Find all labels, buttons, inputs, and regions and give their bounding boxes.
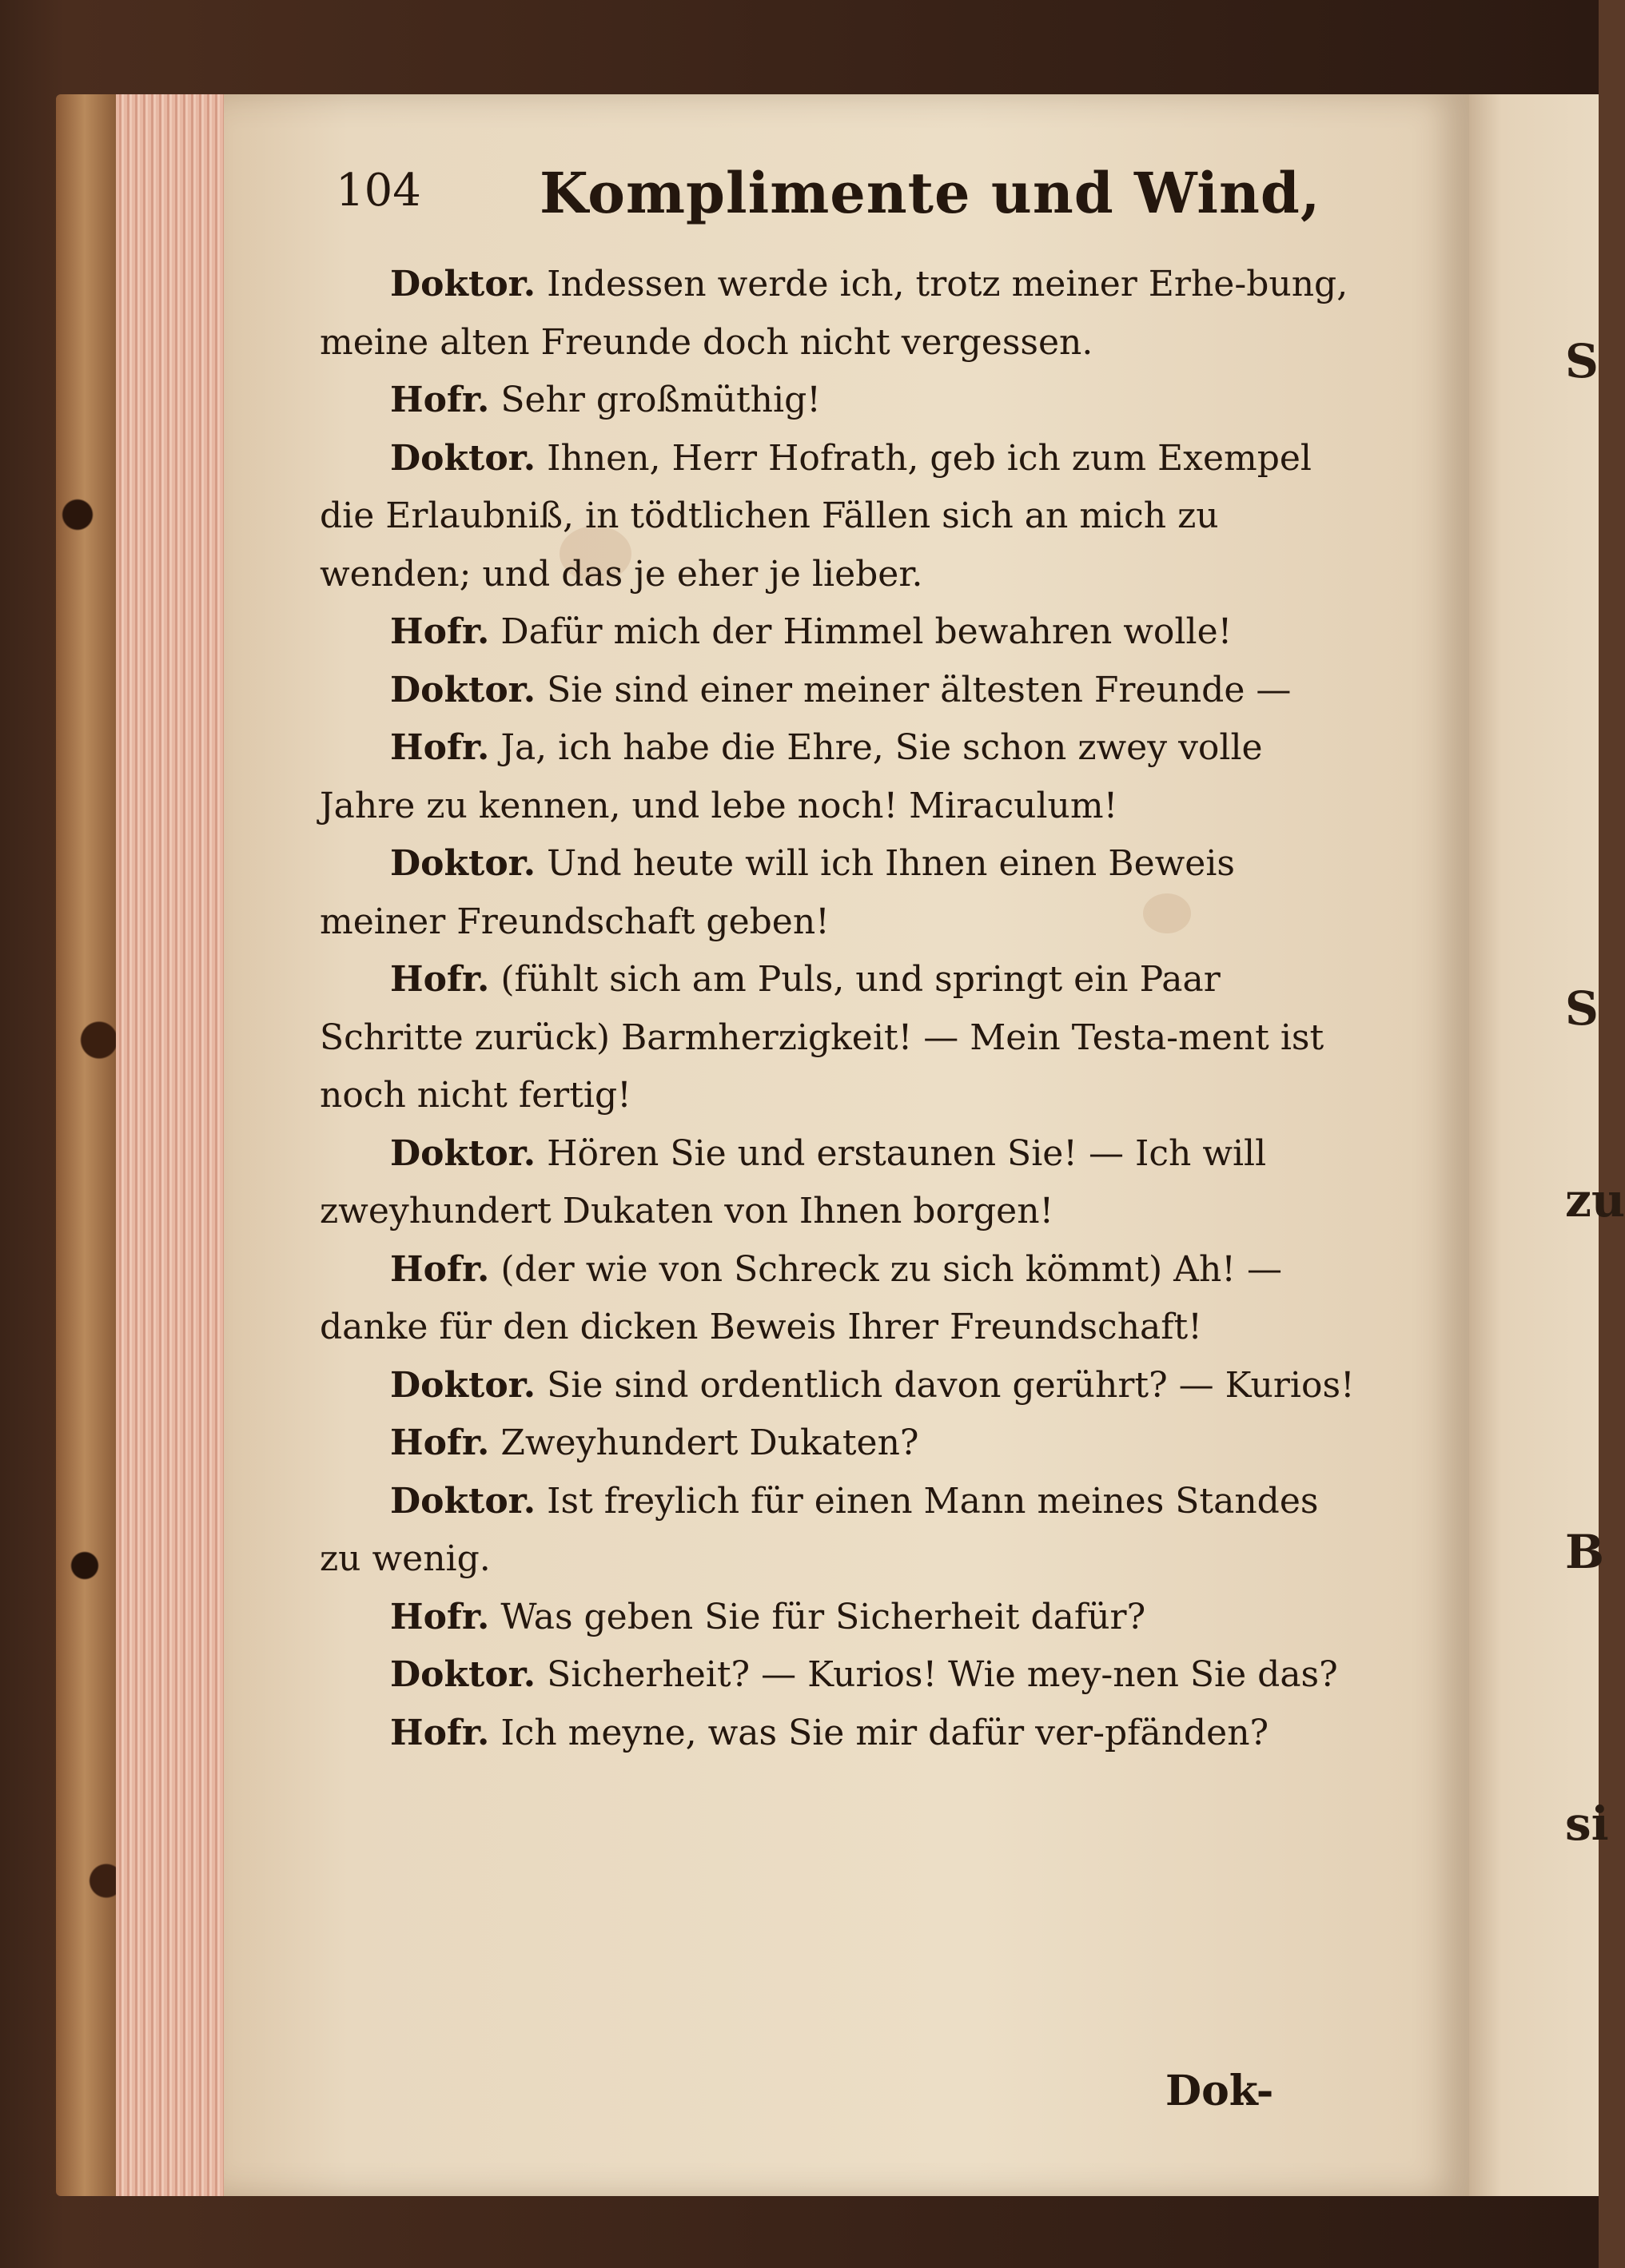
speech-text: Dafür mich der Himmel bewahren wolle! [500, 611, 1233, 652]
speaker-name: Hofr. [390, 1596, 490, 1637]
speaker-name: Hofr. [390, 1422, 490, 1463]
running-title: Komplimente und Wind, [540, 160, 1321, 226]
facing-page-fragment: S [1565, 334, 1599, 388]
dialogue-paragraph [320, 1241, 1359, 1357]
speech-text: Zweyhundert Dukaten? [500, 1422, 919, 1463]
speech-text: Ihnen, Herr Hofrath, geb ich zum Exempel die Erlaubniß, in tödtlichen Fällen sich an mich zu wenden; und das je eher je lieber. [320, 437, 1312, 595]
speaker-name: Doktor. [390, 1654, 536, 1695]
dialogue-paragraph [320, 1357, 1359, 1415]
dialogue-paragraph [320, 719, 1359, 835]
speech-text: Sehr großmüthig! [500, 380, 821, 420]
speaker-name: Hofr. [390, 1248, 490, 1290]
speaker-name: Doktor. [390, 437, 536, 479]
dialogue-paragraph [320, 662, 1359, 720]
dialogue-paragraph [320, 372, 1359, 430]
speaker-name: Hofr. [390, 727, 490, 768]
speech-text: Indessen werde ich, trotz meiner Erhe-bung, meine alten Freunde doch nicht vergessen. [320, 264, 1348, 363]
dialogue-paragraph [320, 835, 1359, 951]
catchword: Dok- [1165, 2067, 1274, 2115]
speech-text: Ist freylich für einen Mann meines Standes zu wenig. [320, 1480, 1319, 1579]
dialogue-paragraph [320, 430, 1359, 604]
speaker-name: Doktor. [390, 843, 536, 884]
speech-text: Sie sind ordentlich davon gerührt? — Kurios! [547, 1364, 1355, 1406]
dialogue-paragraph [320, 256, 1359, 372]
facing-page-edge [1469, 94, 1625, 2196]
speech-text: Sicherheit? — Kurios! Wie mey-nen Sie das? [547, 1654, 1338, 1695]
speaker-name: Hofr. [390, 380, 490, 420]
speech-text: Ich meyne, was Sie mir dafür ver-pfänden? [500, 1712, 1269, 1753]
speaker-name: Hofr. [390, 611, 490, 652]
speech-text: Hören Sie und erstaunen Sie! — Ich will zweyhundert Dukaten von Ihnen borgen! [320, 1132, 1267, 1231]
speech-text: Was geben Sie für Sicherheit dafür? [500, 1596, 1146, 1637]
speaker-name: Doktor. [390, 1364, 536, 1406]
dialogue-paragraph [320, 603, 1359, 662]
dialogue-paragraph [320, 951, 1359, 1125]
speech-text: Und heute will ich Ihnen einen Beweis meiner Freundschaft geben! [320, 843, 1235, 942]
dialogue-text [320, 256, 1359, 1762]
page-number: 104 [336, 165, 421, 217]
speaker-name: Hofr. [390, 959, 490, 1000]
speech-text: (fühlt sich am Puls, und springt ein Paar Schritte zurück) Barmherzigkeit! — Mein Testa-ment ist noch nicht fertig! [320, 959, 1324, 1116]
dialogue-paragraph [320, 1125, 1359, 1241]
dialogue-paragraph [320, 1415, 1359, 1473]
speaker-name: Hofr. [390, 1712, 490, 1753]
dialogue-paragraph [320, 1705, 1359, 1763]
speech-text: (der wie von Schreck zu sich kömmt) Ah! — danke für den dicken Beweis Ihrer Freundschaft! [320, 1248, 1282, 1347]
page-header [336, 160, 1359, 232]
facing-page-fragment: B [1565, 1525, 1605, 1579]
dialogue-paragraph [320, 1473, 1359, 1589]
facing-page-fragment: si [1565, 1796, 1609, 1851]
speaker-name: Doktor. [390, 1132, 536, 1174]
speaker-name: Doktor. [390, 1480, 536, 1522]
dialogue-paragraph [320, 1589, 1359, 1647]
speaker-name: Doktor. [390, 264, 536, 304]
page-edges [116, 94, 225, 2196]
speech-text: Ja, ich habe die Ehre, Sie schon zwey volle Jahre zu kennen, und lebe noch! Miraculum! [320, 727, 1263, 826]
facing-page-fragment: S [1565, 981, 1599, 1036]
speaker-name: Doktor. [390, 669, 536, 710]
dialogue-paragraph [320, 1646, 1359, 1705]
speech-text: Sie sind einer meiner ältesten Freunde — [547, 669, 1292, 710]
facing-page-fragment: zu [1565, 1173, 1625, 1228]
